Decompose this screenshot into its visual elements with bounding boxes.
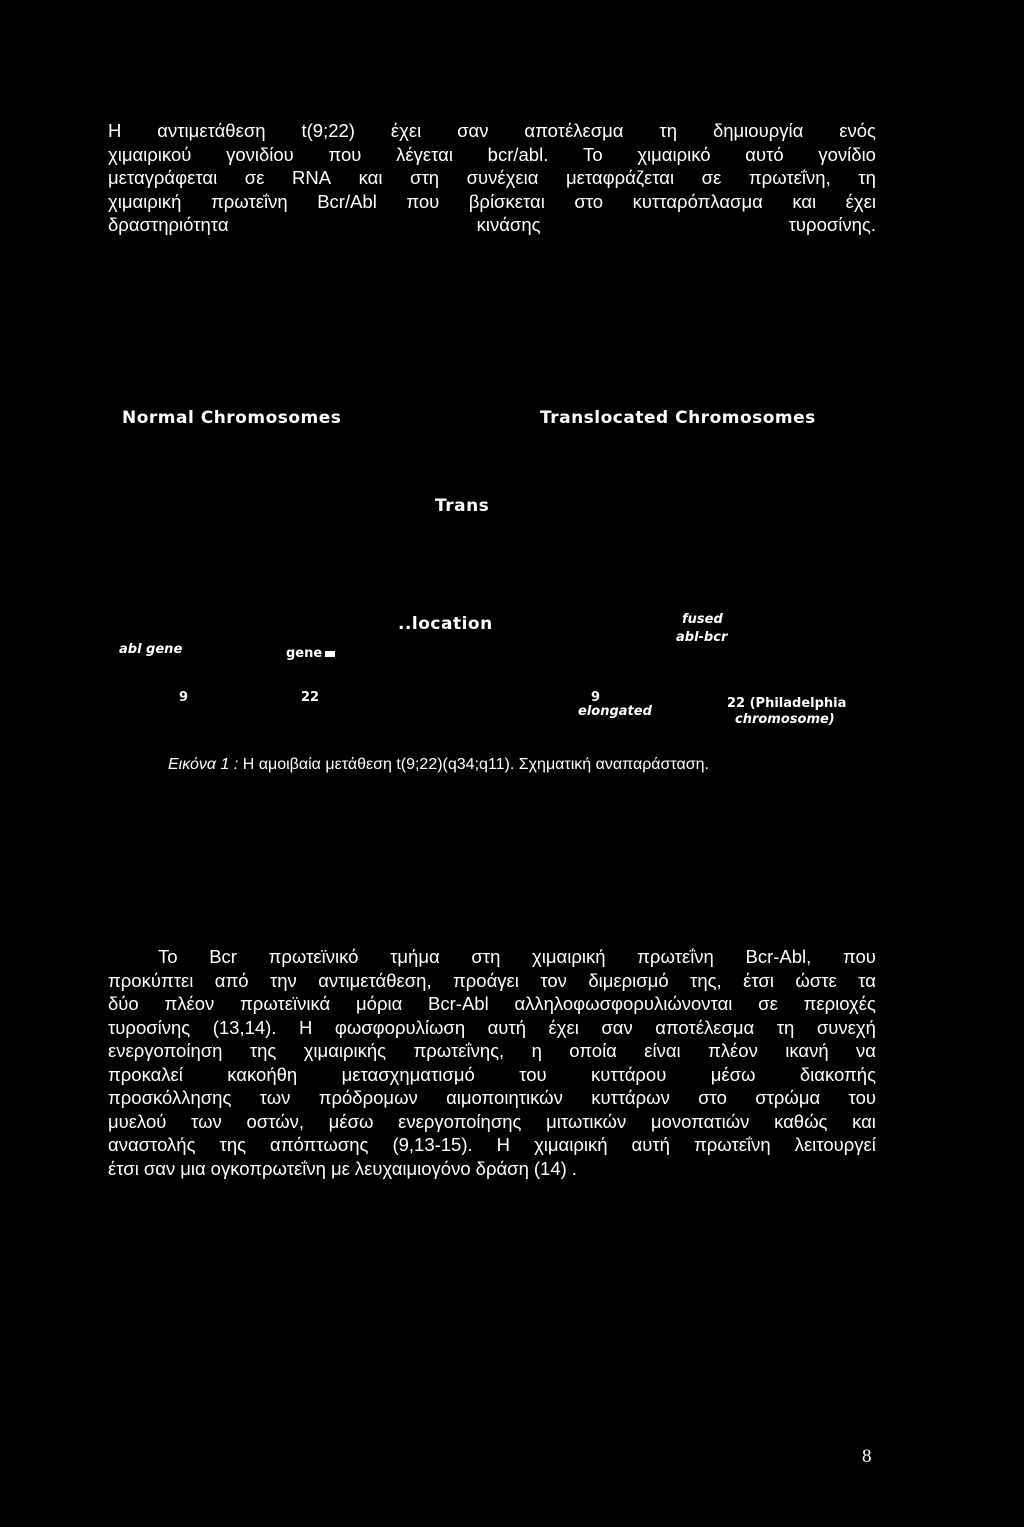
word: που [406, 190, 440, 212]
trans-label: Trans [435, 496, 490, 516]
word: βρίσκεται [468, 190, 545, 212]
word: τη [659, 120, 678, 141]
word: ικανή [785, 1040, 829, 1061]
word: (13,14). [212, 1016, 277, 1038]
word: και [852, 1110, 876, 1132]
word: διμερισμό [588, 969, 669, 991]
word: μέσω [328, 1110, 374, 1132]
word: RNA [292, 167, 332, 188]
word: προάγει [453, 969, 519, 991]
word: Το [583, 143, 603, 165]
word: κυτταρόπλασμα [632, 190, 763, 212]
word: και [792, 190, 817, 212]
word: σε [758, 993, 778, 1014]
word: πλέον [164, 993, 215, 1014]
word: αλληλοφωσφορυλιώνονται [514, 993, 733, 1014]
word: ογκοπρωτεΐνη [210, 1157, 326, 1179]
word: συνεχή [816, 1016, 876, 1038]
word: bcr/abl. [487, 143, 549, 165]
chromosome-9-label: 9 [179, 690, 189, 705]
word: τμήμα [390, 946, 440, 967]
location-label: ..location [398, 614, 493, 634]
text-line [108, 1157, 876, 1181]
word: έχει [548, 1016, 579, 1038]
word: στη [410, 167, 440, 188]
word: πρόδρομων [318, 1087, 418, 1108]
word: μεταφράζεται [565, 167, 675, 188]
word: σε [701, 167, 722, 188]
word: αποτέλεσμα [524, 120, 624, 141]
word: αντιμετάθεση, [318, 969, 432, 991]
word: σαν [601, 1016, 633, 1038]
word: αποτέλεσμα [655, 1016, 755, 1038]
word: του [519, 1063, 547, 1085]
text-line [108, 969, 876, 993]
word: της [249, 1040, 277, 1061]
word: Το [158, 946, 178, 967]
text-line [108, 1039, 876, 1063]
word: αυτή [487, 1016, 527, 1038]
word: κυττάρου [590, 1063, 667, 1085]
word: αυτό [745, 143, 784, 165]
philadelphia-chromosome-label [727, 696, 846, 711]
heading-translocated-chromosomes: Translocated Chromosomes [540, 408, 816, 428]
word: προσκόλλησης [108, 1087, 232, 1108]
word: χιμαιρική [534, 1134, 608, 1155]
word: έτσι [743, 969, 774, 991]
word: Η [298, 1016, 313, 1038]
heading-normal-chromosomes: Normal Chromosomes [122, 408, 342, 428]
body-paragraph [108, 945, 876, 1180]
word: πρωτεΐνης, [413, 1040, 505, 1061]
text-line [108, 1110, 876, 1134]
word: δημιουργία [712, 120, 804, 141]
word: πρωτεΐνη, [748, 167, 831, 188]
word: σαν [143, 1157, 176, 1179]
abl-gene-label [119, 642, 182, 657]
word: την [269, 969, 297, 991]
word: συνέχεια [466, 167, 539, 188]
word: Η [496, 1134, 511, 1155]
word: οποία [569, 1040, 617, 1061]
word: στο [698, 1087, 727, 1108]
text-line [108, 1016, 876, 1040]
text-line [108, 992, 876, 1016]
word: πρωτεΐνη [210, 190, 288, 212]
word: απόπτωσης [270, 1134, 369, 1155]
word: μόρια [356, 993, 403, 1014]
word: αιμοποιητικών [446, 1087, 563, 1108]
word: αναστολής [108, 1134, 196, 1155]
word: πλέον [708, 1040, 758, 1061]
word: έχει [845, 190, 876, 212]
chromosome-22-label: 22 [301, 690, 320, 705]
word: μια [180, 1157, 206, 1179]
word: κακοήθη [227, 1063, 298, 1085]
text-line [108, 1063, 876, 1087]
word: η [531, 1040, 542, 1061]
word: Bcr [209, 946, 237, 967]
word: προκαλεί [108, 1063, 183, 1085]
word: Bcr-Abl, [745, 946, 812, 967]
text-line [108, 166, 876, 190]
word: των [259, 1087, 291, 1108]
text-line [108, 1086, 876, 1110]
word: πρωτεΐνη [693, 1134, 771, 1155]
word: λειτουργεί [794, 1134, 876, 1155]
word: Bcr-Abl [428, 993, 489, 1014]
word: ενός [839, 120, 876, 141]
word: είναι [644, 1040, 681, 1061]
word: γονιδίου [226, 143, 294, 165]
word: ώστε [795, 969, 837, 991]
word: τη [776, 1016, 795, 1038]
word: του [848, 1087, 876, 1108]
intro-paragraph [108, 119, 876, 237]
bcr-gene-label [286, 646, 335, 661]
abl-gene-text: abl gene [119, 642, 183, 657]
caption-text: Η αμοιβαία μετάθεση t(9;22)(q34;q11). Σχηματική αναπαράσταση. [238, 756, 709, 773]
word: μονοπατιών [650, 1110, 750, 1132]
word: τη [858, 167, 876, 188]
word: (9,13-15). [392, 1134, 473, 1155]
text-line [108, 213, 876, 237]
word: γονίδιο [818, 143, 876, 165]
word: διακοπής [799, 1063, 876, 1085]
word: που [842, 946, 876, 967]
word: τυροσίνης [108, 1016, 191, 1038]
philadelphia-line-1: 22 (Philadelphia [727, 696, 847, 711]
page-number: 8 [862, 1446, 872, 1467]
gene-marker-icon [325, 651, 335, 657]
word: από [214, 969, 249, 991]
word: τον [540, 969, 567, 991]
word: . [571, 1157, 577, 1179]
word: μέσω [710, 1063, 756, 1085]
bcr-gene-text: gene [286, 646, 323, 661]
word: (14) [533, 1157, 567, 1179]
word: φωσφορυλίωση [334, 1016, 466, 1038]
word: δραστηριότητα [108, 214, 229, 235]
word: πρωτεϊνικό [268, 946, 359, 967]
word: που [328, 143, 362, 165]
word: χιμαιρικής [303, 1040, 387, 1061]
word: λέγεται [396, 143, 453, 165]
chromosome-9-elongated-number: 9 [591, 690, 601, 705]
fused-gene-label: abl-bcr [676, 630, 728, 645]
word: μιτωτικών [546, 1110, 627, 1132]
word: δύο [108, 993, 139, 1014]
word: προκύπτει [108, 969, 194, 991]
text-line [108, 190, 876, 214]
word: ενεργοποίηση [108, 1040, 223, 1061]
word: λευχαιμιογόνο [354, 1157, 471, 1179]
word: Η [108, 120, 122, 141]
caption-label: Εικόνα 1 : [168, 756, 239, 773]
word: σαν [457, 120, 489, 141]
word: με [330, 1157, 350, 1179]
word: δράση [475, 1157, 529, 1179]
word: πρωτεΐνη [637, 946, 714, 967]
word: χιμαιρική [532, 946, 606, 967]
word: καθώς [774, 1110, 828, 1132]
word: περιοχές [803, 993, 876, 1014]
chromosome-9-elongated-label: elongated [578, 704, 652, 719]
word: κυττάρων [591, 1087, 670, 1108]
word: στο [574, 190, 604, 212]
word: των [191, 1110, 222, 1132]
word: αντιμετάθεση [157, 120, 266, 141]
word: της, [690, 969, 722, 991]
word: μετασχηματισμό [341, 1063, 475, 1085]
word: στη [471, 946, 501, 967]
word: να [855, 1040, 876, 1061]
word: έτσι [108, 1157, 139, 1179]
word: τυροσίνης. [788, 214, 876, 235]
word: χιμαιρικού [108, 143, 192, 165]
figure-caption [168, 756, 709, 774]
word: και [358, 167, 383, 188]
word: της [219, 1134, 247, 1155]
text-line [108, 119, 876, 143]
text-line [108, 1133, 876, 1157]
word: τα [858, 969, 876, 991]
word: χιμαιρική [108, 190, 182, 212]
word: χιμαιρικό [637, 143, 711, 165]
philadelphia-chromosome-label-2: chromosome) [735, 712, 835, 727]
word: ενεργοποίησης [398, 1110, 522, 1132]
word: σε [244, 167, 265, 188]
word: έχει [390, 120, 422, 141]
word: κινάσης [476, 214, 541, 235]
word: t(9;22) [301, 120, 355, 141]
fused-label: fused [682, 612, 723, 627]
word: στρώμα [755, 1087, 821, 1108]
word: αυτή [631, 1134, 670, 1155]
text-line [108, 143, 876, 167]
text-line [108, 945, 876, 969]
word: μυελού [108, 1110, 167, 1132]
word: μεταγράφεται [108, 167, 218, 188]
word: Bcr/Abl [317, 190, 377, 212]
word: οστών, [246, 1110, 305, 1132]
word: πρωτεϊνικά [240, 993, 331, 1014]
